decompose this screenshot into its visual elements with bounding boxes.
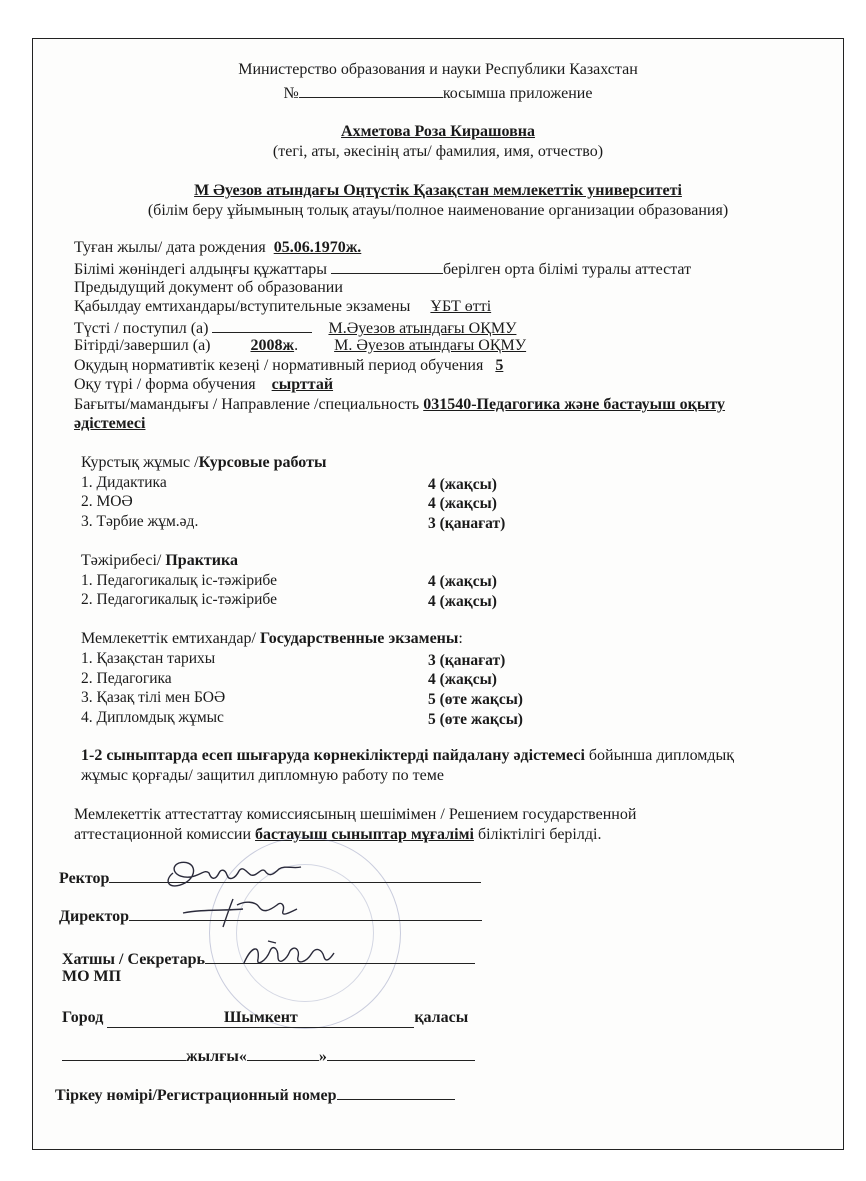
city-suffix: қаласы: [414, 1009, 469, 1026]
state-exam-grade-4: 5 (өте жақсы): [428, 711, 523, 728]
appendix-line: [33, 83, 843, 103]
number-sign: №: [283, 85, 299, 102]
state-exams-title: [81, 630, 463, 648]
state-exams-title-ru: Государственные экзамены: [259, 630, 459, 647]
director-signature: [173, 891, 313, 931]
state-exam-grade-1: 3 (қанағат): [428, 652, 506, 669]
city-row: [62, 1009, 468, 1028]
practice-item-2: 2. Педагогикалық іс-тәжірибе: [81, 591, 277, 608]
person-name: Ахметова Роза Кирашовна: [341, 123, 535, 140]
birth-label: Туған жылы/ дата рождения: [74, 239, 266, 256]
seal-label: МО МП: [62, 968, 122, 985]
state-exam-item-4: 4. Дипломдық жұмыс: [81, 709, 224, 726]
finished-label: Бітірді/завершил (а): [74, 337, 211, 354]
decision-line-2-post: біліктілігі берілді.: [473, 826, 602, 843]
coursework-grade-3: 3 (қанағат): [428, 515, 506, 532]
document-sheet: [32, 38, 844, 1150]
date-mid: жылғы«: [186, 1048, 247, 1065]
date-row: [62, 1046, 475, 1066]
previous-document-row: [74, 259, 691, 279]
coursework-item-3: 3. Тәрбие жұм.әд.: [81, 513, 199, 530]
registration-row: [55, 1085, 455, 1105]
previous-document-value: берілген орта білімі туралы аттестат: [443, 261, 692, 278]
coursework-title-ru: Курсовые работы: [198, 454, 327, 471]
decision-line-2-pre: аттестационной комиссии: [74, 826, 256, 843]
state-exams-title-kz: Мемлекеттік емтихандар/: [81, 630, 260, 647]
study-form-value: сырттай: [271, 376, 334, 393]
entrance-exams-value: ҰБТ өтті: [430, 298, 492, 315]
state-exam-grade-3: 5 (өте жақсы): [428, 691, 523, 708]
person-name-caption: (тегі, аты, әкесінің аты/ фамилия, имя, отчество): [272, 143, 604, 160]
study-form-label: Оқу түрі / форма обучения: [74, 376, 256, 393]
period-value: 5: [495, 357, 504, 374]
secretary-label: Хатшы / Секретарь: [62, 951, 205, 968]
decision-line-2: [74, 826, 601, 844]
entered-label: Түсті / поступил (а): [74, 320, 209, 337]
previous-document-label: Білімі жөніндегі алдыңғы құжаттары: [74, 261, 328, 278]
coursework-item-2: 2. МОӘ: [81, 493, 133, 510]
secretary-signature: [238, 935, 338, 973]
coursework-title-kz: Курстық жұмыс /: [81, 454, 199, 471]
specialty-value-continued: әдістемесі: [74, 415, 146, 432]
entered-value: М.Әуезов атындағы ОҚМУ: [328, 320, 517, 337]
coursework-grade-1: 4 (жақсы): [428, 476, 497, 493]
qualification-value: бастауыш сыныптар мұғалімі: [255, 826, 474, 843]
date-month-blank: [327, 1046, 475, 1061]
finished-year: 2008ж: [250, 337, 295, 354]
practice-title-ru: Практика: [165, 552, 238, 569]
rector-label: Ректор: [59, 870, 110, 887]
period-row: [74, 357, 503, 375]
thesis-line-2: жұмыс қорғады/ защитил дипломную работу по теме: [81, 767, 444, 784]
specialty-label: Бағыты/мамандығы / Направление /специальность: [74, 396, 420, 413]
city-value: Шымкент: [107, 1009, 414, 1028]
appendix-number-blank: [299, 83, 443, 98]
coursework-title: [81, 454, 326, 472]
date-year-blank: [62, 1046, 186, 1061]
state-exam-item-2: 2. Педагогика: [81, 670, 172, 687]
thesis-topic: 1-2 сыныптарда есеп шығаруда көрнекіліктерді пайдалану әдістемесі: [81, 747, 585, 764]
practice-title-kz: Тәжірибесі/: [81, 552, 166, 569]
entrance-exams-label: Қабылдау емтихандары/вступительные экзамены: [74, 298, 411, 315]
finished-row: Бітірді/завершил (а) 2008ж. М. Әуезов атындағы ОҚМУ: [74, 337, 527, 354]
coursework-grade-2: 4 (жақсы): [428, 495, 497, 512]
entrance-exams-row: [74, 298, 491, 316]
practice-item-1: 1. Педагогикалық іс-тәжірибе: [81, 572, 277, 589]
specialty-value: 031540-Педагогика және бастауыш оқыту: [423, 396, 726, 413]
entered-blank: [212, 318, 312, 333]
rector-signature: [155, 851, 315, 896]
practice-grade-2: 4 (жақсы): [428, 593, 497, 610]
entered-row: [74, 318, 516, 338]
decision-line-1: Мемлекеттік аттестаттау комиссиясының шешімімен / Решением государственной: [74, 806, 637, 823]
birth-row: [74, 239, 361, 257]
previous-document-label-ru: Предыдущий документ об образовании: [74, 279, 343, 296]
organization-caption: (білім беру ұйымының толық атауы/полное наименование организации образования): [147, 202, 729, 219]
practice-title: [81, 552, 238, 570]
state-exam-item-1: 1. Қазақстан тарихы: [81, 650, 216, 667]
previous-document-blank: [331, 259, 443, 274]
thesis-line-1-rest: бойынша дипломдық: [584, 747, 735, 764]
thesis-line-1: [81, 747, 734, 765]
state-exam-item-3: 3. Қазақ тілі мен БОӘ: [81, 689, 226, 706]
study-form-row: [74, 376, 333, 394]
finished-value: М. Әуезов атындағы ОҚМУ: [334, 337, 527, 354]
period-label: Оқудың нормативтік кезеңі / нормативный период обучения: [74, 357, 484, 374]
city-label: Город: [62, 1009, 104, 1026]
appendix-label: косымша приложение: [442, 85, 593, 102]
director-label: Директор: [59, 908, 129, 925]
date-day-blank: [247, 1046, 319, 1061]
organization-name: М Әуезов атындағы Оңтүстік Қазақстан мемлекеттік университеті: [194, 182, 682, 199]
registration-label: Тіркеу нөмірі/Регистрационный номер: [55, 1087, 337, 1104]
specialty-row: [74, 396, 725, 414]
state-exam-grade-2: 4 (жақсы): [428, 671, 497, 688]
birth-value: 05.06.1970ж.: [273, 239, 362, 256]
state-exams-title-colon: :: [458, 630, 463, 647]
ministry-title: Министерство образования и науки Республики Казахстан: [238, 61, 638, 78]
registration-blank: [337, 1085, 455, 1100]
coursework-item-1: 1. Дидактика: [81, 474, 167, 491]
date-close: »: [318, 1048, 327, 1065]
practice-grade-1: 4 (жақсы): [428, 573, 497, 590]
